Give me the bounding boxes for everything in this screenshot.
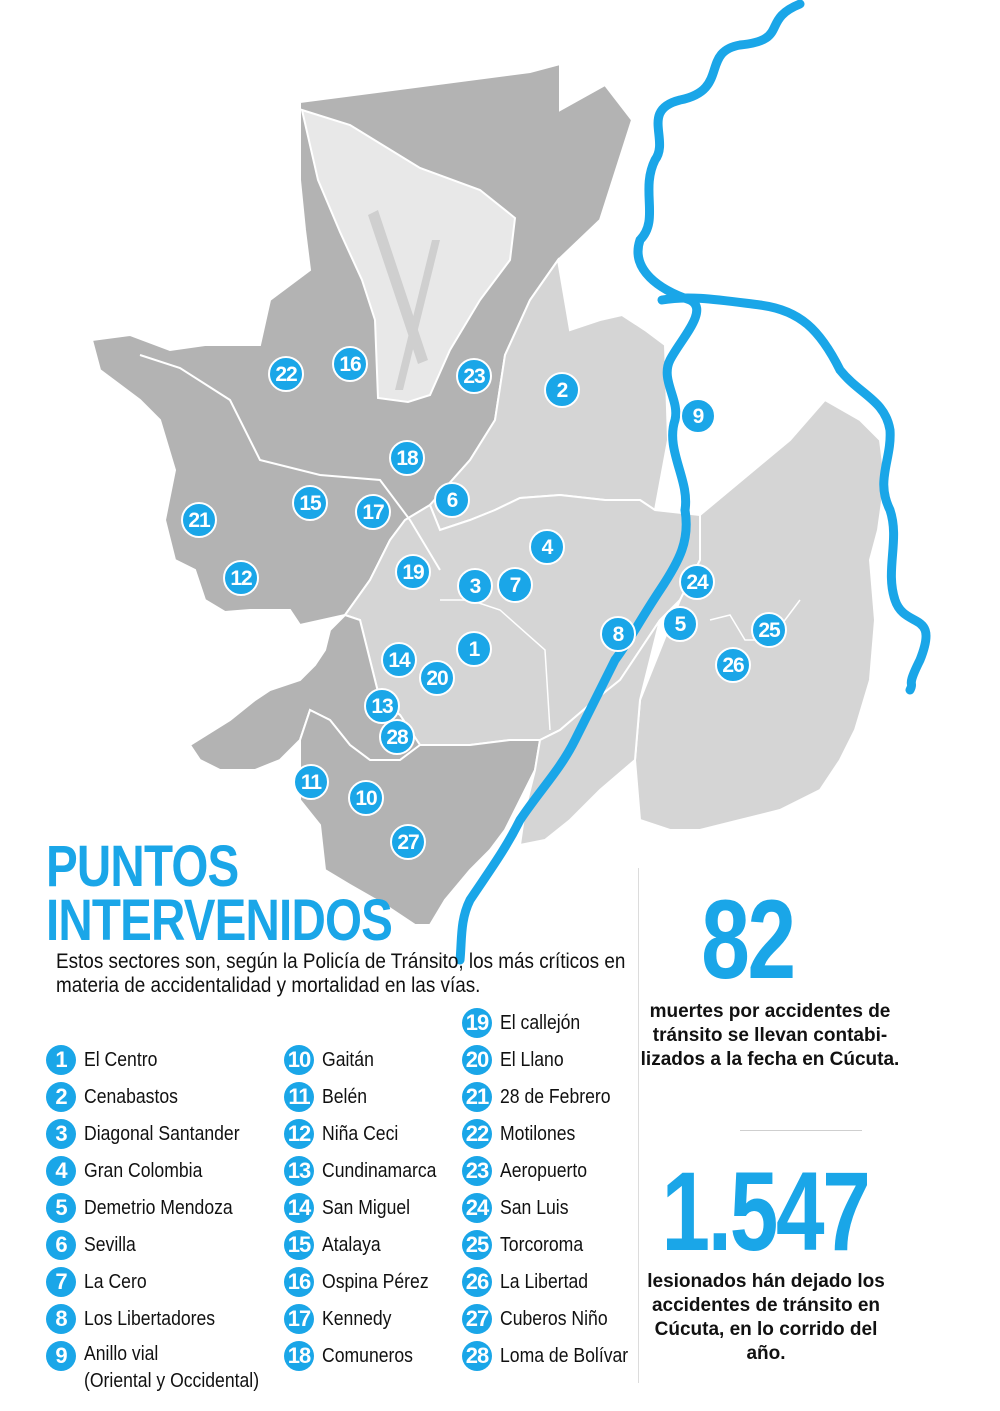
legend-number: 8 — [46, 1304, 76, 1334]
map-marker — [269, 357, 303, 391]
map-marker — [224, 561, 258, 595]
map-marker — [716, 648, 750, 682]
map-marker — [458, 569, 492, 603]
legend-item — [46, 1082, 283, 1119]
legend-item — [462, 1008, 646, 1045]
map-marker — [382, 643, 416, 677]
legend-item — [462, 1304, 646, 1341]
map-marker-number: 4 — [541, 536, 553, 559]
stat-deaths-description: muertes por accidentes de tránsito se llevan contabi-lizados a la fecha en Cúcuta. — [640, 1001, 900, 1070]
map-marker-number: 7 — [509, 574, 521, 597]
stat-injured-value: 1.547 — [661, 1149, 869, 1274]
map-marker-number: 13 — [371, 695, 393, 718]
map-marker-number: 22 — [275, 363, 297, 386]
map-marker-number: 14 — [388, 649, 410, 672]
map-marker-number: 3 — [469, 575, 481, 598]
legend-item — [462, 1267, 646, 1304]
legend-label: Gran Colombia — [84, 1160, 203, 1182]
legend-item — [462, 1193, 646, 1230]
legend-label: Atalaya — [322, 1234, 381, 1256]
legend-item — [284, 1045, 452, 1082]
map-marker — [356, 495, 390, 529]
map-marker-number: 1 — [468, 638, 480, 661]
legend-number: 13 — [284, 1156, 314, 1186]
title-line-1: PUNTOS — [46, 834, 239, 899]
legend-number: 18 — [284, 1341, 314, 1371]
legend-number: 21 — [462, 1082, 492, 1112]
map-marker — [294, 765, 328, 799]
legend-label: Anillo vial (Oriental y Occidental) — [84, 1343, 260, 1392]
map-marker-number: 5 — [674, 613, 686, 636]
legend-number: 3 — [46, 1119, 76, 1149]
map-marker-number: 25 — [758, 619, 780, 642]
legend-number: 23 — [462, 1156, 492, 1186]
map-marker — [457, 359, 491, 393]
legend-item — [462, 1082, 646, 1119]
legend-number: 22 — [462, 1119, 492, 1149]
legend-number: 12 — [284, 1119, 314, 1149]
legend-label: Comuneros — [322, 1345, 413, 1367]
legend-item — [284, 1304, 452, 1341]
map-marker-number: 6 — [446, 489, 458, 512]
legend-item — [462, 1045, 646, 1082]
legend-item — [284, 1119, 452, 1156]
legend-number: 16 — [284, 1267, 314, 1297]
map-marker — [293, 486, 327, 520]
legend-number: 19 — [462, 1008, 492, 1038]
legend-column-1 — [46, 1045, 283, 1392]
map-marker — [680, 565, 714, 599]
legend-label: El Llano — [500, 1049, 564, 1071]
map-marker — [457, 632, 491, 666]
legend-label: Gaitán — [322, 1049, 374, 1071]
legend-label: Diagonal Santander — [84, 1123, 240, 1145]
legend-label: Cuberos Niño — [500, 1308, 608, 1330]
legend-label: Belén — [322, 1086, 368, 1108]
legend-number: 25 — [462, 1230, 492, 1260]
divider-horizontal — [740, 1130, 862, 1131]
legend-label: El Centro — [84, 1049, 158, 1071]
map-marker — [391, 825, 425, 859]
legend-number: 26 — [462, 1267, 492, 1297]
legend-number: 14 — [284, 1193, 314, 1223]
legend-item — [284, 1230, 452, 1267]
divider-vertical — [638, 868, 639, 1383]
legend-item — [46, 1267, 283, 1304]
map-marker — [396, 555, 430, 589]
legend-label: 28 de Febrero — [500, 1086, 611, 1108]
map-marker — [681, 399, 715, 433]
legend-item — [462, 1156, 646, 1193]
legend-label: Aeropuerto — [500, 1160, 588, 1182]
map-marker-number: 24 — [686, 571, 708, 594]
title-line-2: INTERVENIDOS — [46, 888, 393, 953]
legend-label: Los Libertadores — [84, 1308, 216, 1330]
legend-number: 7 — [46, 1267, 76, 1297]
map-marker — [333, 347, 367, 381]
legend-number: 6 — [46, 1230, 76, 1260]
map-marker — [545, 373, 579, 407]
legend-item — [284, 1156, 452, 1193]
map-marker-number: 18 — [396, 447, 418, 470]
legend-number: 28 — [462, 1341, 492, 1371]
legend-number: 1 — [46, 1045, 76, 1075]
legend-number: 20 — [462, 1045, 492, 1075]
legend-number: 24 — [462, 1193, 492, 1223]
legend-item — [46, 1045, 283, 1082]
legend-number: 5 — [46, 1193, 76, 1223]
map-marker — [365, 689, 399, 723]
map-marker — [182, 503, 216, 537]
map-marker-number: 9 — [692, 405, 704, 428]
map-marker-number: 15 — [299, 492, 321, 515]
map-marker-number: 17 — [362, 501, 384, 524]
legend-item — [46, 1304, 283, 1341]
legend-number: 27 — [462, 1304, 492, 1334]
map-marker — [420, 661, 454, 695]
legend-item — [462, 1341, 646, 1378]
map-marker-number: 16 — [339, 353, 361, 376]
map-marker — [380, 720, 414, 754]
legend-label: Loma de Bolívar — [500, 1345, 629, 1367]
legend-label: Motilones — [500, 1123, 576, 1145]
legend-label: San Luis — [500, 1197, 569, 1219]
map-marker — [498, 568, 532, 602]
legend-label: Cundinamarca — [322, 1160, 437, 1182]
legend-label: Torcoroma — [500, 1234, 584, 1256]
legend-label: Kennedy — [322, 1308, 392, 1330]
legend-label: El callejón — [500, 1012, 581, 1034]
map-marker-number: 11 — [300, 771, 322, 794]
legend-item — [46, 1341, 283, 1392]
legend-item — [46, 1193, 283, 1230]
map-marker-number: 20 — [426, 667, 448, 690]
legend-column-3 — [462, 1008, 646, 1378]
legend-item — [462, 1230, 646, 1267]
legend-column-2 — [284, 1045, 452, 1378]
map-marker — [663, 607, 697, 641]
legend-number: 2 — [46, 1082, 76, 1112]
map-marker-number: 8 — [612, 623, 624, 646]
legend-item — [462, 1119, 646, 1156]
map-marker-number: 27 — [397, 831, 419, 854]
legend-item — [46, 1119, 283, 1156]
map-marker-number: 28 — [386, 726, 408, 749]
stat-injured-description: lesionados hán dejado los accidentes de tránsito en Cúcuta, en lo corrido del año. — [647, 1271, 885, 1364]
legend-label: Ospina Pérez — [322, 1271, 429, 1293]
map-marker-number: 2 — [556, 379, 568, 402]
legend-item — [284, 1193, 452, 1230]
map-marker — [435, 483, 469, 517]
legend-number: 15 — [284, 1230, 314, 1260]
legend-label: Demetrio Mendoza — [84, 1197, 233, 1219]
legend-number: 9 — [46, 1341, 76, 1371]
legend-label: La Cero — [84, 1271, 147, 1293]
map-marker — [349, 781, 383, 815]
legend-number: 4 — [46, 1156, 76, 1186]
legend-item — [46, 1230, 283, 1267]
legend-label: San Miguel — [322, 1197, 411, 1219]
legend-label: Sevilla — [84, 1234, 136, 1256]
stat-deaths-value: 82 — [701, 877, 794, 1002]
map-marker — [752, 613, 786, 647]
map-marker-number: 23 — [463, 365, 485, 388]
subtitle: Estos sectores son, según la Policía de Tránsito, los más críticos en materia de accidentalidad y mortalidad en las vías. — [56, 950, 626, 997]
page-title — [46, 834, 393, 953]
map-marker-number: 12 — [230, 567, 252, 590]
map-marker — [601, 617, 635, 651]
legend-item — [284, 1267, 452, 1304]
legend-item — [46, 1156, 283, 1193]
legend-number: 11 — [284, 1082, 314, 1112]
map-marker — [390, 441, 424, 475]
legend-item — [284, 1082, 452, 1119]
map-marker-number: 10 — [355, 787, 377, 810]
legend-number: 10 — [284, 1045, 314, 1075]
legend-item — [284, 1341, 452, 1378]
legend-number: 17 — [284, 1304, 314, 1334]
map-marker — [530, 530, 564, 564]
map-marker-number: 26 — [722, 654, 744, 677]
legend-label: Niña Ceci — [322, 1123, 399, 1145]
map-marker-number: 19 — [402, 561, 424, 584]
legend-label: La Libertad — [500, 1271, 589, 1293]
map-marker-number: 21 — [188, 509, 210, 532]
legend-label: Cenabastos — [84, 1086, 178, 1108]
